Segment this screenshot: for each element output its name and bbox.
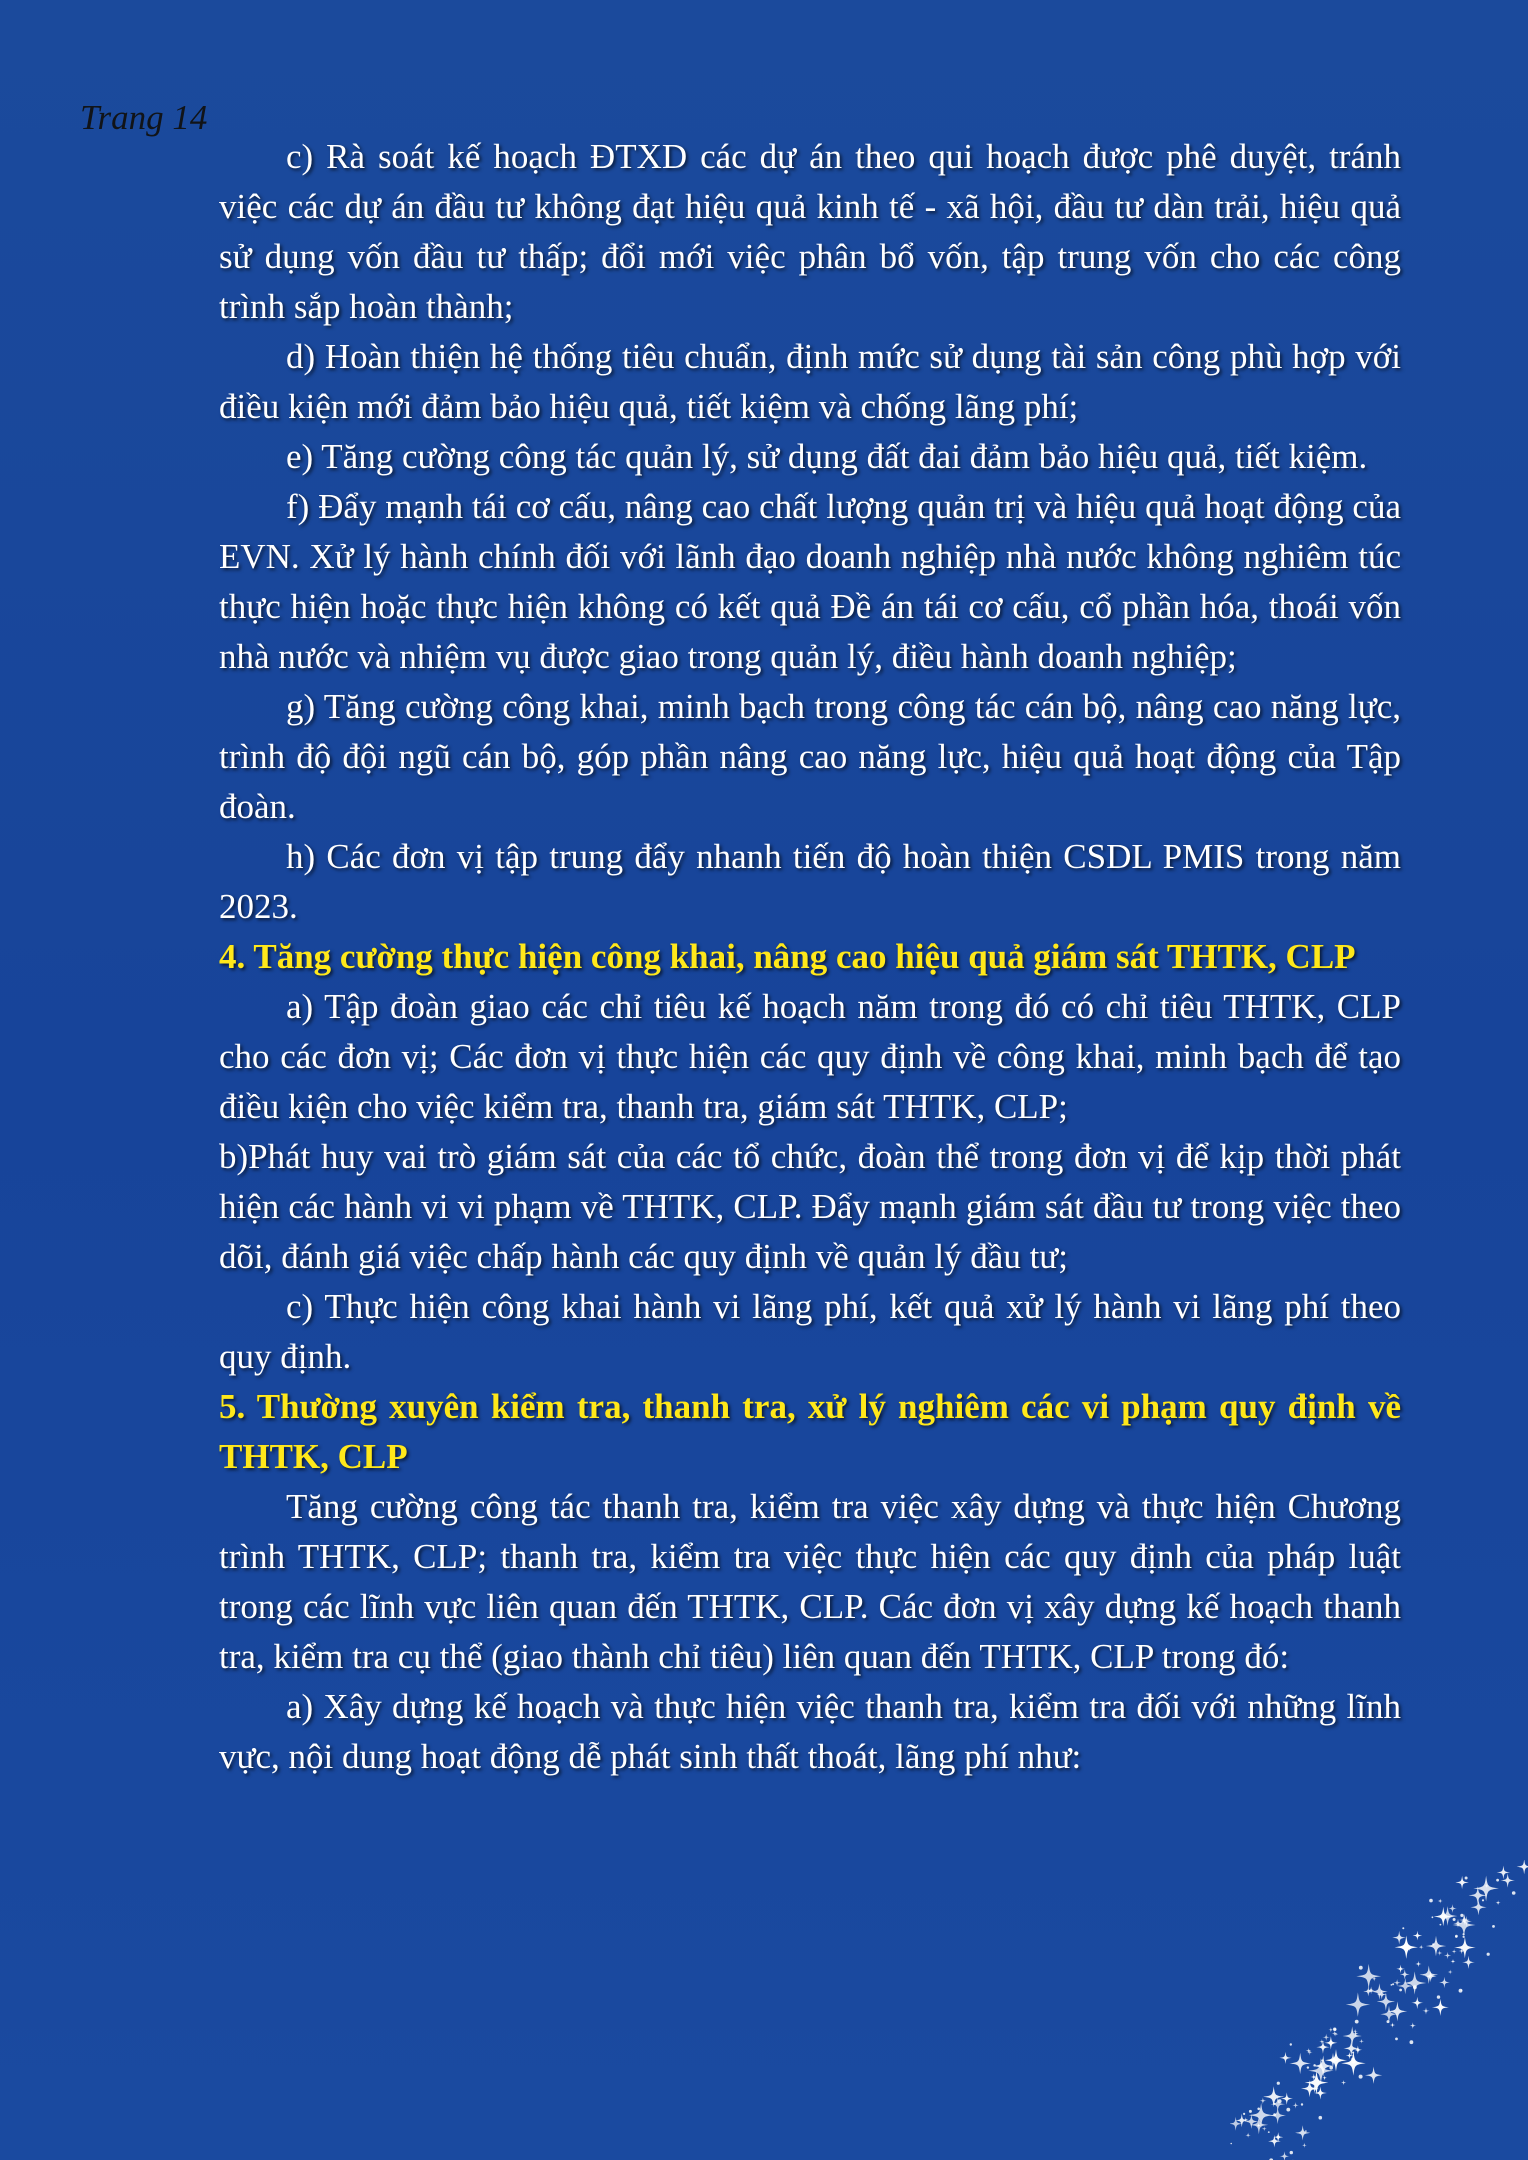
page-number: Trang 14 bbox=[80, 98, 208, 137]
paragraph-4a: a) Tập đoàn giao các chỉ tiêu kế hoạch năm trong đó có chỉ tiêu THTK, CLP cho các đơn vị; Các đơn vị thực hiện các quy định về công khai, minh bạch để tạo điều kiện cho việc kiểm tra, thanh tra, giám sát THTK, CLP; bbox=[219, 987, 1401, 1126]
paragraph-3e: e) Tăng cường công tác quản lý, sử dụng đất đai đảm bảo hiệu quả, tiết kiệm. bbox=[286, 437, 1368, 476]
sparkle-stars-icon bbox=[1230, 1860, 1528, 2160]
paragraph-3f: f) Đẩy mạnh tái cơ cấu, nâng cao chất lượng quản trị và hiệu quả hoạt động của EVN. Xử lý hành chính đối với lãnh đạo doanh nghiệp nhà nước không nghiêm túc thực hiện hoặc thực hiện không có kết quả Đề án tái cơ cấu, cổ phần hóa, thoái vốn nhà nước và nhiệm vụ được giao trong quản lý, điều hành doanh nghiệp; bbox=[219, 487, 1401, 676]
paragraph-3g: g) Tăng cường công khai, minh bạch trong công tác cán bộ, nâng cao năng lực, trình độ đội ngũ cán bộ, góp phần nâng cao năng lực, hiệu quả hoạt động của Tập đoàn. bbox=[219, 687, 1401, 826]
paragraph-5a: a) Xây dựng kế hoạch và thực hiện việc thanh tra, kiểm tra đối với những lĩnh vực, nội dung hoạt động dễ phát sinh thất thoát, lãng phí như: bbox=[219, 1687, 1401, 1776]
paragraph-4b: b)Phát huy vai trò giám sát của các tổ chức, đoàn thể trong đơn vị để kịp thời phát hiện các hành vi vi phạm về THTK, CLP. Đẩy mạnh giám sát đầu tư trong việc theo dõi, đánh giá việc chấp hành các quy định về quản lý đầu tư; bbox=[219, 1137, 1401, 1276]
document-body bbox=[219, 132, 1401, 1782]
paragraph-3c: c) Rà soát kế hoạch ĐTXD các dự án theo qui hoạch được phê duyệt, tránh việc các dự án đầu tư không đạt hiệu quả kinh tế - xã hội, đầu tư dàn trải, hiệu quả sử dụng vốn đầu tư thấp; đổi mới việc phân bổ vốn, tập trung vốn cho các công trình sắp hoàn thành; bbox=[219, 137, 1401, 326]
section-heading-4: 4. Tăng cường thực hiện công khai, nâng cao hiệu quả giám sát THTK, CLP bbox=[219, 937, 1356, 976]
paragraph-3h: h) Các đơn vị tập trung đẩy nhanh tiến độ hoàn thiện CSDL PMIS trong năm 2023. bbox=[219, 837, 1401, 926]
paragraph-4c: c) Thực hiện công khai hành vi lãng phí, kết quả xử lý hành vi lãng phí theo quy định. bbox=[219, 1287, 1401, 1376]
section-heading-5: 5. Thường xuyên kiểm tra, thanh tra, xử lý nghiêm các vi phạm quy định về THTK, CLP bbox=[219, 1387, 1401, 1476]
paragraph-3d: d) Hoàn thiện hệ thống tiêu chuẩn, định mức sử dụng tài sản công phù hợp với điều kiện mới đảm bảo hiệu quả, tiết kiệm và chống lãng phí; bbox=[219, 337, 1401, 426]
paragraph-5-intro: Tăng cường công tác thanh tra, kiểm tra việc xây dựng và thực hiện Chương trình THTK, CLP; thanh tra, kiểm tra việc thực hiện các quy định của pháp luật trong các lĩnh vực liên quan đến THTK, CLP. Các đơn vị xây dựng kế hoạch thanh tra, kiểm tra cụ thể (giao thành chỉ tiêu) liên quan đến THTK, CLP trong đó: bbox=[219, 1487, 1401, 1676]
